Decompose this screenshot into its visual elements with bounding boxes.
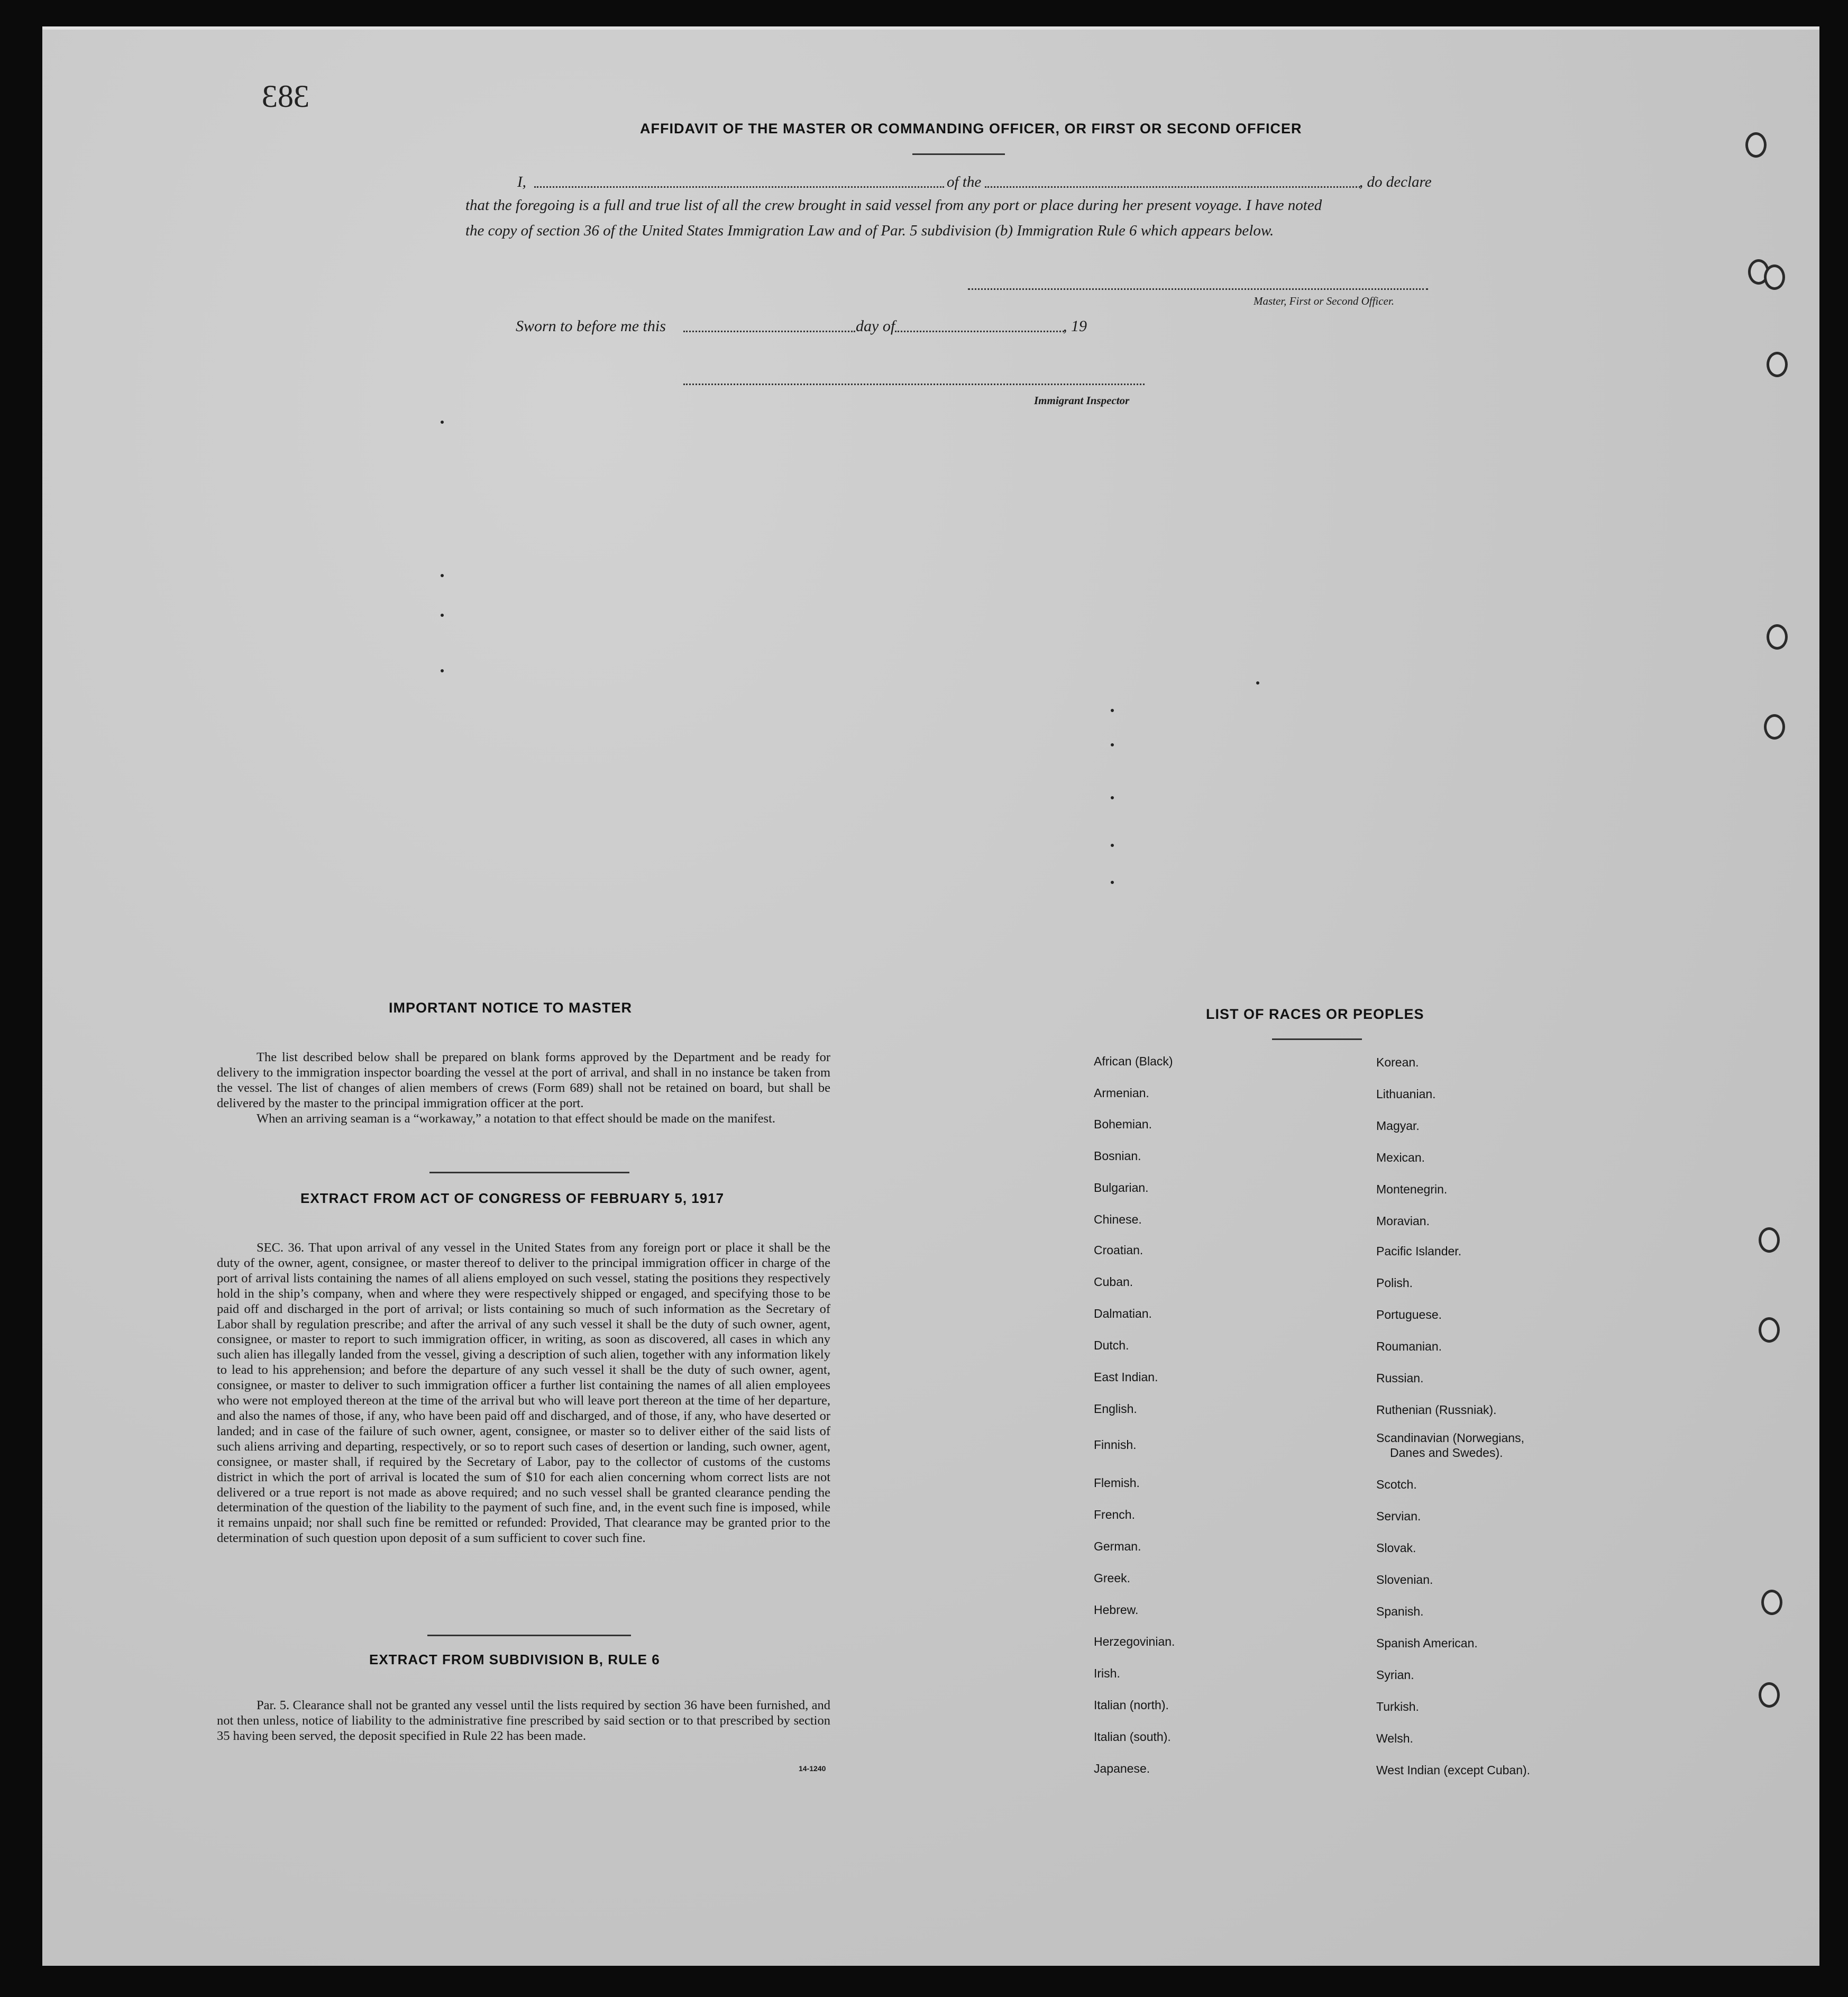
form-sheet [42, 26, 1819, 1966]
race-item: Dalmatian. [1094, 1307, 1152, 1320]
race-item: Syrian. [1376, 1668, 1414, 1682]
race-item: Dutch. [1094, 1338, 1129, 1352]
master-caption: Master, First or Second Officer. [1254, 295, 1394, 307]
race-item: Montenegrin. [1376, 1182, 1448, 1196]
punch-hole-icon [1745, 132, 1767, 158]
punch-hole-icon [1759, 1227, 1780, 1253]
race-item: Bohemian. [1094, 1117, 1152, 1131]
speck [1111, 796, 1114, 799]
affidavit-do-declare: , do declare [1359, 174, 1432, 190]
rule-extract-title: EXTRACT FROM SUBDIVISION B, RULE 6 [369, 1652, 660, 1667]
race-item: Italian (north). [1094, 1698, 1169, 1712]
race-item: Scotch. [1376, 1478, 1417, 1491]
race-item: Cuban. [1094, 1275, 1133, 1289]
races-title: LIST OF RACES OR PEOPLES [1206, 1006, 1424, 1022]
sworn-prefix: Sworn to before me this [516, 317, 666, 335]
race-item: Roumanian. [1376, 1339, 1442, 1353]
punch-hole-icon [1759, 1682, 1780, 1708]
inspector-signature-blank[interactable] [683, 384, 1145, 385]
title-underline [912, 153, 1005, 155]
speck [1111, 881, 1114, 884]
race-item: English. [1094, 1402, 1137, 1416]
race-item: Servian. [1376, 1509, 1421, 1523]
form-number: 14-1240 [799, 1764, 826, 1773]
act-extract-body [217, 1241, 830, 1546]
affidavit-title: AFFIDAVIT OF THE MASTER OR COMMANDING OFFICER, OR FIRST OR SECOND OFFICER [640, 121, 1302, 136]
speck [441, 421, 444, 424]
race-item: Polish. [1376, 1276, 1413, 1290]
race-item: Mexican. [1376, 1151, 1425, 1164]
inspector-caption: Immigrant Inspector [1034, 394, 1130, 407]
affidavit-line-3: the copy of section 36 of the United States Immigration Law and of Par. 5 subdivision (b) Immigration Rule 6 which appears below. [465, 222, 1274, 239]
punch-hole-icon [1764, 265, 1785, 290]
sworn-day-of: day of [856, 317, 895, 335]
punch-hole-icon [1767, 352, 1788, 377]
race-item: Herzegovinian. [1094, 1635, 1175, 1648]
punch-hole-icon [1767, 624, 1788, 650]
speck [1111, 844, 1114, 847]
race-item: Welsh. [1376, 1731, 1413, 1745]
race-item: Irish. [1094, 1666, 1120, 1680]
rule-extract-body [217, 1698, 830, 1744]
notice-body [217, 1050, 830, 1127]
race-item: West Indian (except Cuban). [1376, 1763, 1531, 1777]
race-item: Italian (south). [1094, 1730, 1171, 1744]
speck [1111, 709, 1114, 712]
race-item: Slovak. [1376, 1541, 1416, 1555]
race-item: Chinese. [1094, 1212, 1142, 1226]
speck [441, 574, 444, 577]
affidavit-line-2: that the foregoing is a full and true list of all the crew brought in said vessel from any port or place during her present voyage. I have noted [465, 197, 1322, 214]
section-divider [427, 1635, 631, 1636]
race-item: Armenian. [1094, 1086, 1149, 1100]
race-item: Bosnian. [1094, 1149, 1141, 1163]
race-item: East Indian. [1094, 1370, 1158, 1384]
section-divider [429, 1172, 629, 1173]
notice-paragraph-1: The list described below shall be prepared on blank forms approved by the Department and be ready for delivery to the immigration inspector boarding the vessel at the port of arrival, and shall in no instance be taken from the vessel. The list of changes of alien members of crews (Form 689) shall not be retained on board, but shall be delivered by the master to the principal immigration officer at the port. [217, 1050, 830, 1110]
race-item: Flemish. [1094, 1476, 1140, 1490]
section-36-text: SEC. 36. That upon arrival of any vessel in the United States from any foreign port or place it shall be the duty of the owner, agent, consignee, or master thereof to deliver to the principal immigration officer in charge of the port of arrival lists containing the names of all aliens employed on such vessel, stating the positions they respectively hold in the ship’s company, when and where they were respectively shipped or engaged, and specifying those to be paid off and discharged in the port of arrival; or lists containing so much of such information as the Secretary of Labor shall by regulation prescribe; and after the arrival of any such vessel it shall be the duty of such owner, agent, consignee, or master to report to such immigration officer, in writing, as soon as discovered, all cases in which any such alien has illegally landed from the vessel, giving a description of such alien, together with any information likely to lead to his apprehension; and before the departure of any such vessel it shall be the duty of such owner, agent, consignee, or master to deliver to such immigration officer a further list containing the names of all alien employees who were not employed thereon at the time of the arrival but who will leave port thereon at the time of her departure, and also the names of those, if any, who have been paid off and discharged, and of those, if any, who have deserted or landed; and in case of the failure of such owner, agent, consignee, or master so to deliver either of the said lists of such aliens arriving and departing, respectively, or so to report such cases of desertion or landing, such owner, agent, consignee, or master shall, if required by the Secretary of Labor, pay to the collector of customs of the customs district in which the port of arrival is located the sum of $10 for each alien concerning whom correct lists are not delivered or a true report is not made as above required; and no such vessel shall be granted clearance pending the determination of the question of the liability to the payment of such fine, and, in the event such fine is imposed, while it remains unpaid; nor shall such fine be remitted or refunded: Provided, That clearance may be granted prior to the determination of such question upon deposit of a sum sufficient to cover such fine. [217, 1241, 830, 1546]
race-item: Greek. [1094, 1571, 1131, 1585]
race-item: African (Black) [1094, 1054, 1173, 1068]
speck [441, 614, 444, 617]
race-item: Japanese. [1094, 1762, 1150, 1775]
race-item: Pacific Islander. [1376, 1244, 1462, 1258]
race-item: Spanish American. [1376, 1636, 1478, 1650]
race-item: Scandinavian (Norwegians, [1376, 1431, 1524, 1445]
race-item: Magyar. [1376, 1119, 1420, 1133]
act-extract-title: EXTRACT FROM ACT OF CONGRESS OF FEBRUARY 5, 1917 [300, 1190, 725, 1206]
sworn-month-blank[interactable] [895, 331, 1064, 332]
speck [1111, 743, 1114, 746]
notice-paragraph-2: When an arriving seaman is a “workaway,” a notation to that effect should be made on the manifest. [257, 1111, 776, 1126]
race-item: Korean. [1376, 1055, 1419, 1069]
punch-hole-icon [1764, 714, 1785, 740]
name-blank[interactable] [534, 186, 944, 188]
race-item: Bulgarian. [1094, 1181, 1149, 1194]
race-item: Slovenian. [1376, 1573, 1433, 1586]
speck [441, 669, 444, 672]
master-signature-blank[interactable] [968, 288, 1428, 290]
race-item: Hebrew. [1094, 1603, 1139, 1617]
sworn-year: , 19 [1063, 317, 1087, 335]
affidavit-i: I, [517, 174, 526, 190]
par-5-text: Par. 5. Clearance shall not be granted any vessel until the lists required by section 36 have been furnished, and not then unless, notice of liability to the administrative fine prescribed by said section or to that prescribed by section 35 having been served, the deposit specified in Rule 22 has been made. [217, 1698, 830, 1743]
page-number: 383 [262, 79, 309, 114]
vessel-blank[interactable] [985, 186, 1360, 188]
speck [1256, 681, 1259, 685]
notice-title: IMPORTANT NOTICE TO MASTER [389, 1000, 632, 1016]
race-item: Croatian. [1094, 1243, 1143, 1257]
race-item: Moravian. [1376, 1214, 1430, 1228]
affidavit-of-the: of the [947, 174, 982, 190]
race-item: Lithuanian. [1376, 1087, 1436, 1101]
race-item: Russian. [1376, 1371, 1424, 1385]
sworn-day-blank[interactable] [683, 331, 855, 332]
race-item: Ruthenian (Russniak). [1376, 1403, 1497, 1417]
race-item: Finnish. [1094, 1438, 1137, 1452]
races-title-underline [1272, 1038, 1362, 1040]
punch-hole-icon [1761, 1590, 1782, 1615]
punch-hole-icon [1759, 1317, 1780, 1343]
race-item: German. [1094, 1539, 1141, 1553]
race-item: Portuguese. [1376, 1308, 1442, 1321]
race-item: Spanish. [1376, 1604, 1424, 1618]
race-item: Turkish. [1376, 1700, 1419, 1713]
race-item: Danes and Swedes). [1390, 1446, 1503, 1460]
race-item: French. [1094, 1508, 1135, 1521]
